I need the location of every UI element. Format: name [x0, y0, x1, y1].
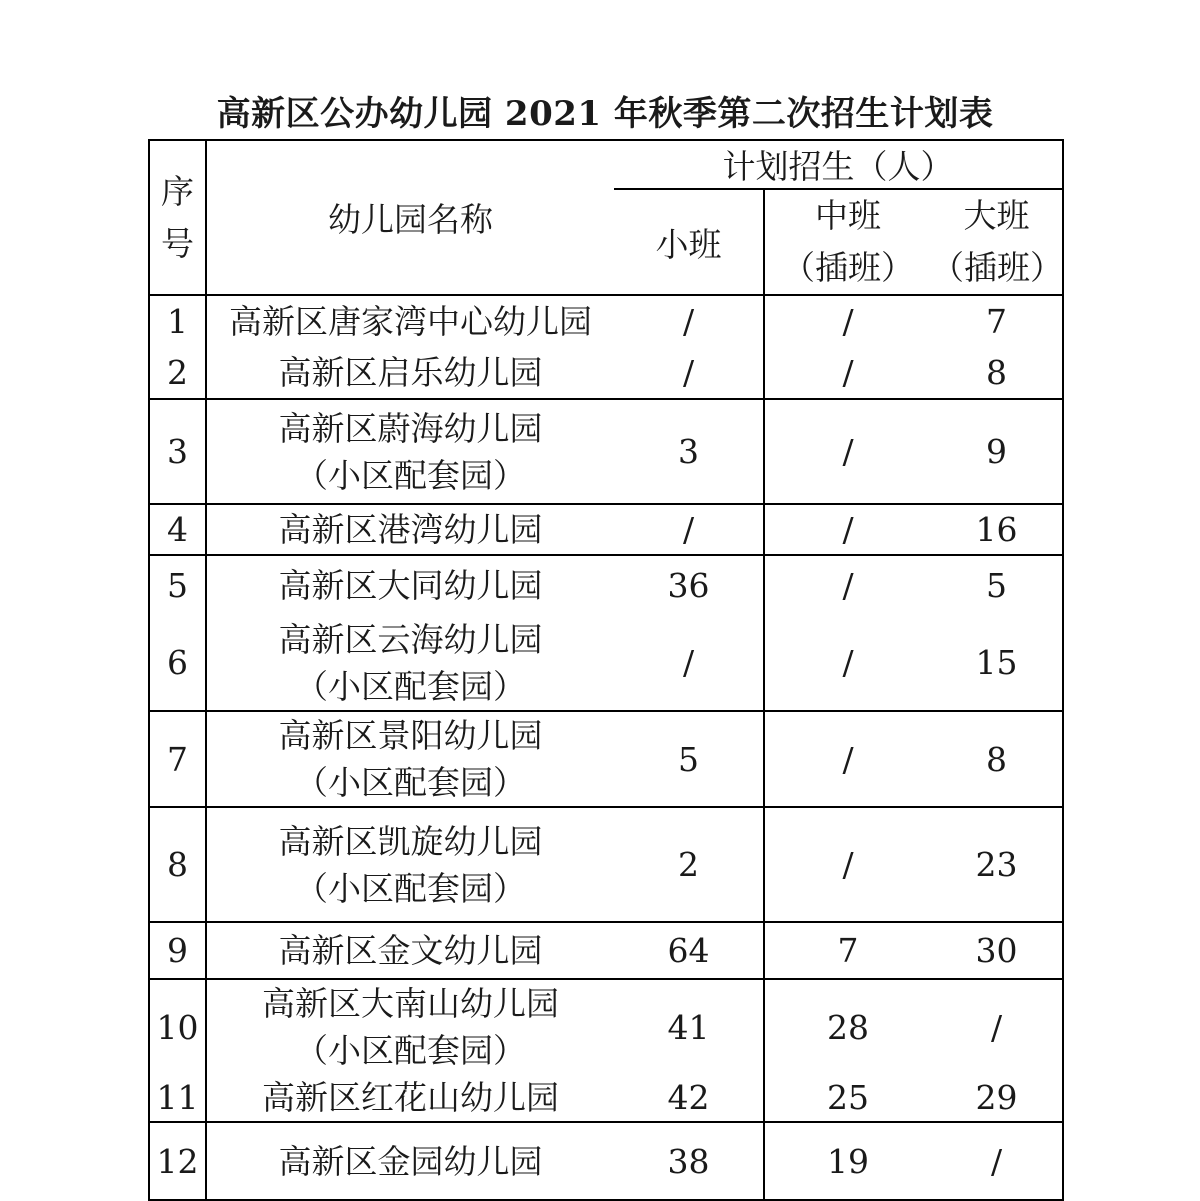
xiaoban-value-cell: /: [614, 615, 764, 711]
zhongban-value-cell: /: [764, 807, 931, 922]
xiaoban-value-cell: /: [614, 295, 764, 347]
daban-value-cell: /: [990, 1141, 1003, 1181]
daban-value-cell: 16: [931, 504, 1063, 555]
zhongban-header-line1: 中班: [815, 196, 881, 235]
table-row: [149, 295, 1063, 347]
zhongban-value-cell: 28: [827, 1007, 869, 1047]
page-title: 高新区公办幼儿园 2021 年秋季第二次招生计划表: [216, 94, 994, 134]
daban-value-cell: 15: [931, 615, 1063, 711]
kindergarten-name-line: 高新区金文幼儿园: [278, 931, 543, 970]
kindergarten-name-line: 高新区大南山幼儿园: [262, 984, 559, 1023]
zhongban-value-cell: 25: [764, 1074, 931, 1122]
xiaoban-value-cell: /: [614, 504, 764, 555]
serial-cell: 10: [149, 979, 206, 1074]
kindergarten-name-cell: [206, 711, 614, 807]
table-row: [149, 807, 1063, 922]
plan-table-header: [149, 140, 1063, 295]
xiaoban-value-cell: 38: [614, 1122, 764, 1200]
serial-cell: 4: [149, 504, 206, 555]
zhongban-value-cell: /: [764, 399, 931, 504]
serial-cell: 1: [149, 295, 206, 347]
kindergarten-name-cell: [206, 1074, 614, 1122]
kindergarten-name-line: 高新区港湾幼儿园: [278, 510, 543, 549]
kindergarten-name-line: 高新区景阳幼儿园: [278, 716, 543, 755]
kindergarten-name-cell: [206, 807, 614, 922]
zhongban-header-line2: （插班）: [782, 248, 914, 287]
zhongban-value-cell: /: [842, 566, 854, 605]
kindergarten-name-cell: [206, 295, 614, 347]
zhongban-value-cell: /: [842, 302, 854, 341]
serial-cell: 11: [149, 1074, 206, 1122]
table-row: [149, 347, 1063, 399]
serial-cell: 7: [149, 711, 206, 807]
serial-cell: 12: [149, 1122, 206, 1200]
daban-value-cell: 8: [931, 711, 1063, 807]
kindergarten-name-line: 高新区凯旋幼儿园: [278, 821, 543, 861]
kindergarten-name-cell: [206, 399, 614, 504]
zhongban-column-header: [764, 189, 931, 295]
kindergarten-name-line: （小区配套园）: [295, 763, 526, 802]
xiaoban-value-cell: 64: [614, 922, 764, 979]
daban-value-cell: 9: [931, 399, 1063, 504]
table-row: [149, 399, 1063, 504]
kindergarten-name-cell: [206, 347, 614, 399]
daban-header-line2: （插班）: [931, 248, 1063, 287]
table-row: [149, 504, 1063, 555]
kindergarten-name-line: 高新区云海幼儿园: [278, 619, 543, 659]
kindergarten-name-cell: [206, 555, 614, 615]
serial-header-line1: 序: [161, 171, 194, 211]
daban-value-cell: 23: [931, 807, 1063, 922]
xiaoban-value-cell: 42: [614, 1074, 764, 1122]
serial-cell: 5: [149, 555, 206, 615]
kindergarten-name-line: 高新区蔚海幼儿园: [278, 408, 543, 448]
xiaoban-value-cell: 2: [614, 807, 764, 922]
plan-table-body: [149, 295, 1063, 1200]
serial-header-line2: 号: [161, 223, 194, 263]
daban-value-cell: /: [990, 1007, 1003, 1047]
table-row: [149, 1122, 1063, 1200]
table-row: [149, 1074, 1063, 1122]
daban-value-cell: 5: [986, 566, 1007, 605]
xiaoban-value-cell: 41: [614, 979, 764, 1074]
zhongban-value-cell: 19: [827, 1141, 869, 1181]
kindergarten-name-line: （小区配套园）: [295, 1031, 526, 1070]
enrollment-plan-table: [148, 139, 1064, 1201]
kindergarten-name-column-header: 幼儿园名称: [206, 140, 614, 295]
table-row: [149, 922, 1063, 979]
kindergarten-name-line: 高新区金园幼儿园: [278, 1141, 543, 1181]
daban-value-cell: 29: [931, 1074, 1063, 1122]
daban-value-cell: 30: [931, 922, 1063, 979]
kindergarten-name-cell: [206, 615, 614, 711]
zhongban-value-cell: /: [764, 711, 931, 807]
xiaoban-value-cell: 5: [614, 711, 764, 807]
serial-cell: 3: [149, 399, 206, 504]
planned-enrollment-group-header: 计划招生（人）: [614, 140, 1063, 189]
serial-cell: 6: [149, 615, 206, 711]
kindergarten-name-cell: [206, 504, 614, 555]
zhongban-value-cell: /: [764, 347, 931, 399]
kindergarten-name-cell: [206, 922, 614, 979]
zhongban-value-cell: /: [764, 504, 931, 555]
kindergarten-name-line: 高新区唐家湾中心幼儿园: [229, 302, 592, 341]
daban-header-line1: 大班: [963, 196, 1030, 235]
serial-cell: 9: [149, 922, 206, 979]
zhongban-value-cell: /: [764, 615, 931, 711]
kindergarten-name-line: （小区配套园）: [295, 455, 526, 495]
kindergarten-name-line: （小区配套园）: [295, 666, 526, 706]
table-row: [149, 711, 1063, 807]
kindergarten-name-line: （小区配套园）: [295, 868, 526, 908]
table-row: [149, 979, 1063, 1074]
kindergarten-name-line: 高新区启乐幼儿园: [278, 353, 543, 392]
serial-cell: 8: [149, 807, 206, 922]
serial-cell: 2: [149, 347, 206, 399]
xiaoban-value-cell: /: [614, 347, 764, 399]
kindergarten-name-cell: [206, 979, 614, 1074]
zhongban-value-cell: 7: [764, 922, 931, 979]
xiaoban-value-cell: 36: [614, 555, 764, 615]
kindergarten-name-line: 高新区大同幼儿园: [278, 566, 543, 605]
table-row: [149, 555, 1063, 615]
serial-column-header: [149, 140, 206, 295]
table-row: [149, 615, 1063, 711]
xiaoban-value-cell: 3: [614, 399, 764, 504]
xiaoban-column-header: 小班: [614, 189, 764, 295]
kindergarten-name-line: 高新区红花山幼儿园: [262, 1078, 559, 1117]
daban-column-header: [931, 189, 1063, 295]
daban-value-cell: 7: [986, 302, 1007, 341]
daban-value-cell: 8: [931, 347, 1063, 399]
kindergarten-name-cell: [206, 1122, 614, 1200]
